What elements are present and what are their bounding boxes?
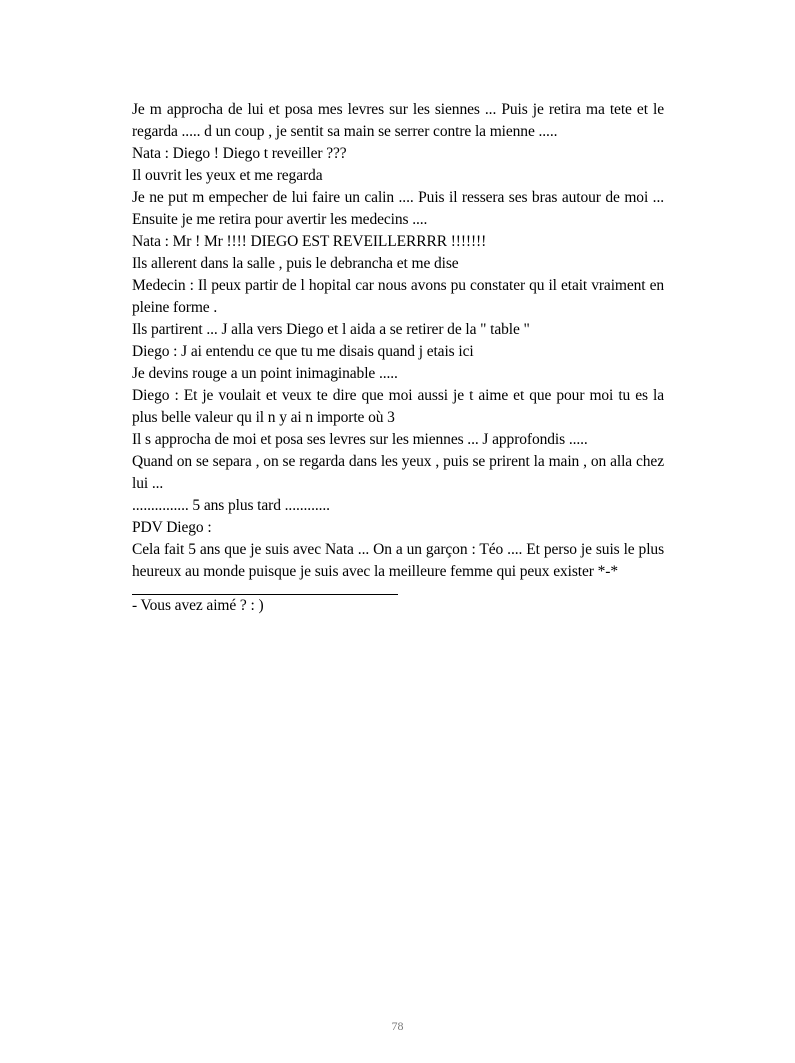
paragraph-kiss: Je m approcha de lui et posa mes levres sur les siennes ... Puis je retira ma tete et le regarda ..... d un coup , je sentit sa main se serrer contre la mienne .....	[132, 101, 664, 140]
paragraph-diego-love: Diego : Et je voulait et veux te dire que moi aussi je t aime et que pour moi tu es la plus belle valeur qu il n y ai n importe où 3	[132, 387, 664, 426]
paragraph-epilogue: Cela fait 5 ans que je suis avec Nata ... On a un garçon : Téo .... Et perso je suis le plus heureux au monde puisque je suis avec la meilleure femme qui peux exister *-*	[132, 541, 664, 580]
story-text	[132, 99, 664, 617]
closing-question: - Vous avez aimé ? : )	[132, 597, 264, 614]
paragraph-doctor: Medecin : Il peux partir de l hopital car nous avons pu constater qu il etait vraiment en pleine forme .	[132, 277, 664, 316]
paragraph-blush: Je devins rouge a un point inimaginable .....	[132, 365, 398, 382]
paragraph-kiss-back: Il s approcha de moi et posa ses levres sur les miennes ... J approfondis .....	[132, 431, 588, 448]
paragraph-room: Ils allerent dans la salle , puis le debrancha et me dise	[132, 255, 459, 272]
paragraph-table: Ils partirent ... J alla vers Diego et l aida a se retirer de la " table "	[132, 321, 530, 338]
paragraph-hug: Je ne put m empecher de lui faire un calin .... Puis il ressera ses bras autour de moi ... Ensuite je me retira pour avertir les medecins ....	[132, 189, 664, 228]
paragraph-nata-wake: Nata : Diego ! Diego t reveiller ???	[132, 145, 347, 162]
page-number: 78	[391, 1019, 404, 1033]
paragraph-nata-shout: Nata : Mr ! Mr !!!! DIEGO EST REVEILLERRRR !!!!!!!	[132, 233, 487, 250]
paragraph-pov: PDV Diego :	[132, 519, 212, 536]
paragraph-eyes-open: Il ouvrit les yeux et me regarda	[132, 167, 323, 184]
paragraph-diego-heard: Diego : J ai entendu ce que tu me disais quand j etais ici	[132, 343, 474, 360]
paragraph-hands: Quand on se separa , on se regarda dans les yeux , puis se prirent la main , on alla chez lui ...	[132, 453, 664, 492]
paragraph-time-skip: ............... 5 ans plus tard ............	[132, 497, 330, 514]
